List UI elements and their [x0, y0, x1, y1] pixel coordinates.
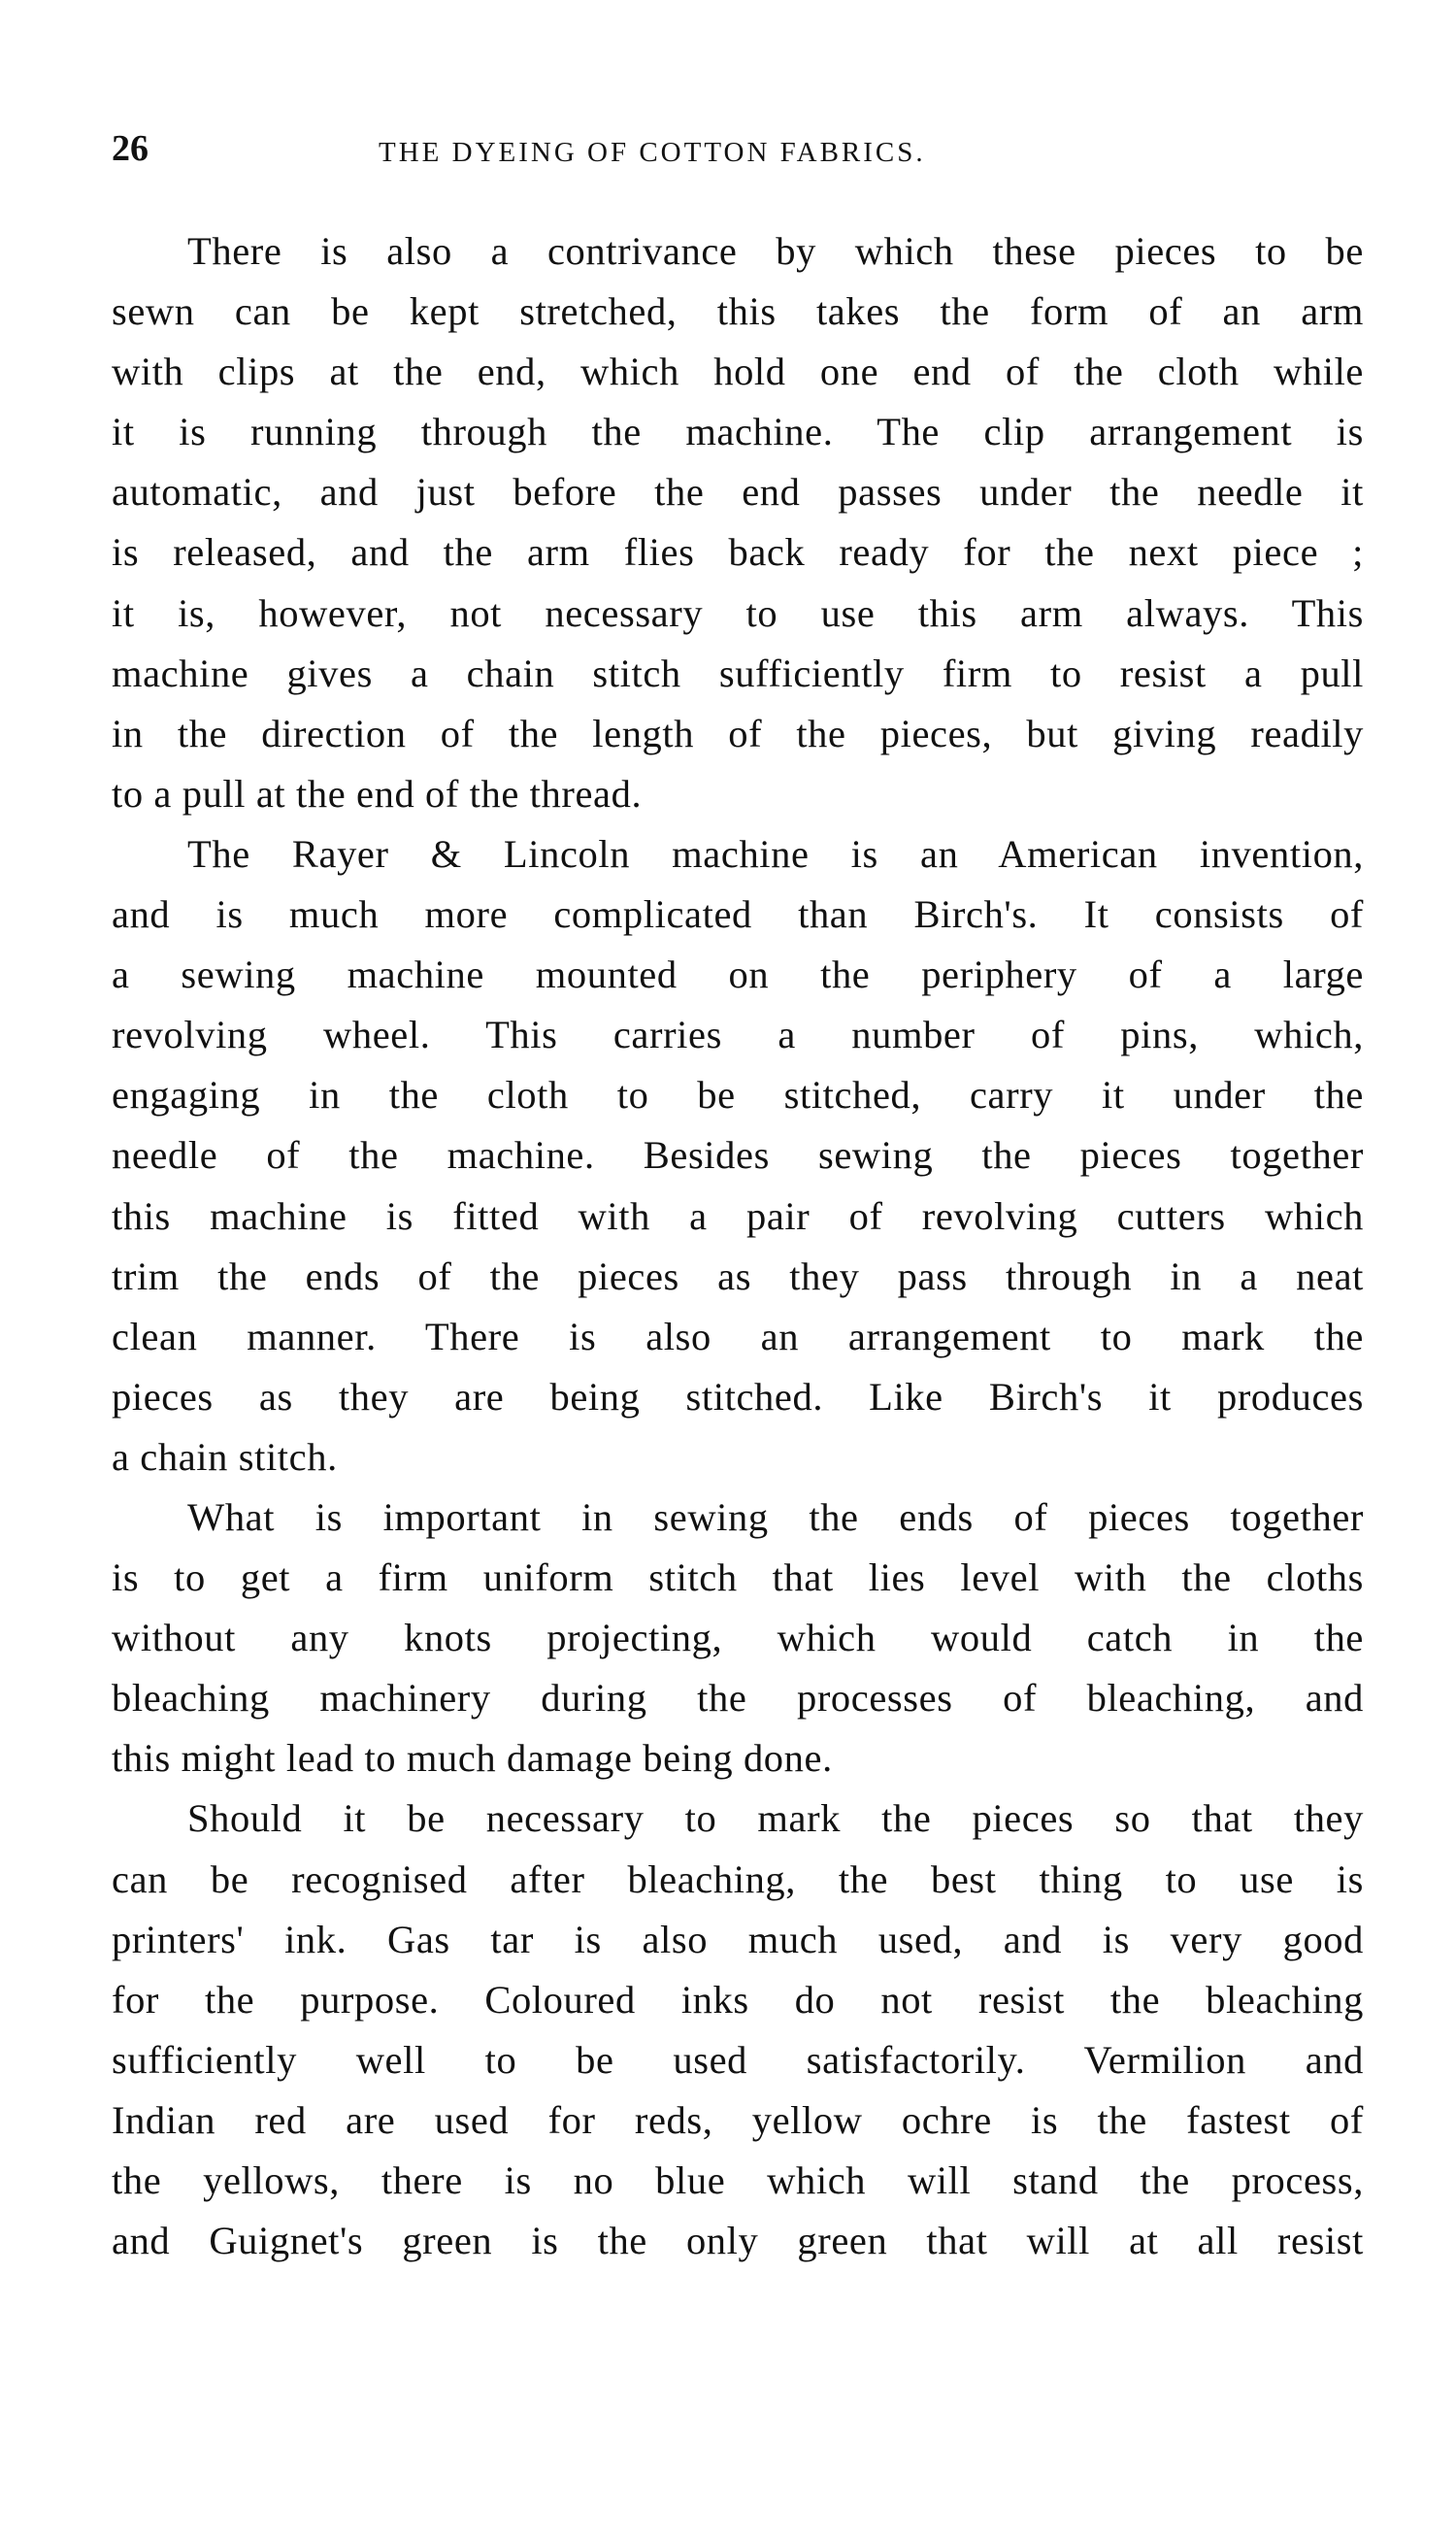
text-line: needle of the machine. Besides sewing the pieces together [112, 1133, 1364, 1178]
text-line: with clips at the end, which hold one end of the cloth while [112, 350, 1364, 394]
text-line: it is, however, not necessary to use this arm always. This [112, 590, 1364, 635]
text-line: this might lead to much damage being done. [112, 1736, 833, 1781]
text-line: clean manner. There is also an arrangement to mark the [112, 1314, 1364, 1358]
text-line: Indian red are used for reds, yellow ochre is the fastest of [112, 2097, 1364, 2142]
text-line: What is important in sewing the ends of pieces together [187, 1494, 1364, 1539]
text-line: is to get a firm uniform stitch that lies level with the cloths [112, 1555, 1364, 1600]
text-line: revolving wheel. This carries a number of pins, which, [112, 1013, 1364, 1057]
text-line: this machine is fitted with a pair of revolving cutters which [112, 1193, 1364, 1238]
text-line: automatic, and just before the end passes under the needle it [112, 470, 1364, 515]
text-line: There is also a contrivance by which these pieces to be [187, 229, 1364, 273]
text-line: bleaching machinery during the processes of bleaching, and [112, 1676, 1364, 1721]
running-head [112, 124, 1364, 173]
text-line: in the direction of the length of the pieces, but giving readily [112, 711, 1364, 755]
running-title: THE DYEING OF COTTON FABRICS. [379, 137, 926, 168]
text-line: printers' ink. Gas tar is also much used, and is very good [112, 1917, 1364, 1961]
text-line: sufficiently well to be used satisfactorily. Vermilion and [112, 2037, 1364, 2082]
text-line: sewn can be kept stretched, this takes the form of an arm [112, 289, 1364, 334]
text-line: and Guignet's green is the only green that will at all resist [112, 2219, 1364, 2263]
paragraph [112, 1789, 1364, 2271]
text-line: engaging in the cloth to be stitched, carry it under the [112, 1073, 1364, 1118]
text-line: a chain stitch. [112, 1434, 338, 1479]
text-line: The Rayer & Lincoln machine is an American invention, [187, 831, 1364, 876]
text-line: without any knots projecting, which would catch in the [112, 1616, 1364, 1660]
text-line: pieces as they are being stitched. Like Birch's it produces [112, 1374, 1364, 1419]
text-line: for the purpose. Coloured inks do not resist the bleaching [112, 1977, 1364, 2022]
paragraph [112, 824, 1364, 1488]
text-line: Should it be necessary to mark the pieces so that they [187, 1796, 1364, 1841]
paragraph [112, 221, 1364, 824]
text-line: the yellows, there is no blue which will stand the process, [112, 2158, 1364, 2202]
page-number: 26 [112, 128, 149, 169]
text-line: trim the ends of the pieces as they pass through in a neat [112, 1254, 1364, 1298]
text-line: machine gives a chain stitch sufficiently firm to resist a pull [112, 651, 1364, 695]
text-line: is released, and the arm flies back ready for the next piece ; [112, 530, 1364, 575]
text-line: can be recognised after bleaching, the best thing to use is [112, 1856, 1364, 1901]
text-line: it is running through the machine. The clip arrangement is [112, 410, 1364, 454]
text-line: a sewing machine mounted on the periphery of a large [112, 953, 1364, 997]
text-line: and is much more complicated than Birch's. It consists of [112, 892, 1364, 937]
paragraph [112, 1488, 1364, 1789]
body-text [112, 221, 1364, 2271]
text-line: to a pull at the end of the thread. [112, 771, 643, 816]
